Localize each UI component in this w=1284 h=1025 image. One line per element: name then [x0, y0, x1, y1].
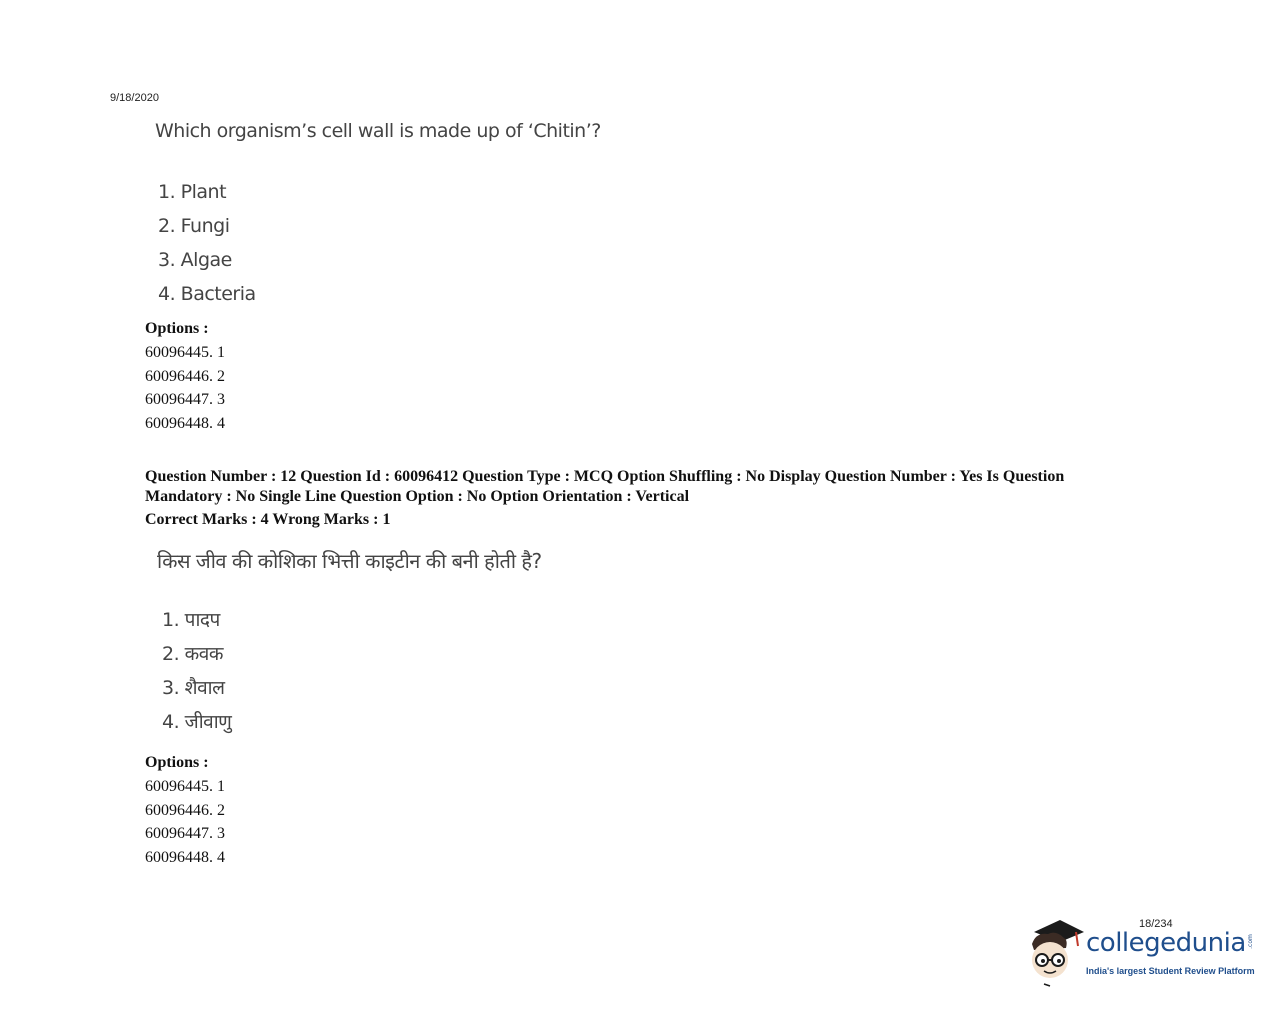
option-id-row: 60096448. 4: [145, 414, 225, 432]
choice-item: 4. Bacteria: [158, 283, 256, 305]
options-label: Options :: [145, 320, 209, 337]
option-id-row: 60096447. 3: [145, 391, 225, 409]
choice-item: 3. Algae: [158, 249, 232, 271]
page-number: 18/234: [1139, 918, 1173, 930]
options-block: [145, 751, 225, 869]
print-date: 9/18/2020: [110, 92, 159, 104]
brand-name: collegedunia: [1086, 928, 1246, 958]
choice-list-hindi: [162, 603, 231, 739]
option-id-row: 60096445. 1: [145, 344, 225, 361]
option-id-row: 60096448. 4: [145, 848, 225, 866]
brand-suffix: .com: [1246, 934, 1254, 949]
choice-item: 2. Fungi: [158, 215, 230, 237]
option-id-row: 60096446. 2: [145, 801, 225, 819]
question-metadata: [145, 467, 1145, 530]
question-text-hindi: किस जीव की कोशिका भित्ती काइटीन की बनी होती है?: [157, 549, 542, 573]
marks-line: Correct Marks : 4 Wrong Marks : 1: [145, 511, 391, 528]
mascot-icon: [1026, 918, 1086, 988]
choice-list-english: [158, 175, 256, 311]
options-label: Options :: [145, 754, 209, 771]
choice-item: 4. जीवाणु: [162, 711, 232, 733]
option-id-row: 60096445. 1: [145, 778, 225, 795]
choice-item: 1. Plant: [158, 181, 227, 203]
choice-item: 3. शैवाल: [162, 677, 225, 699]
choice-item: 2. कवक: [162, 643, 223, 665]
question-text-english: Which organism’s cell wall is made up of ‘Chitin’?: [155, 120, 601, 142]
brand-tagline: India's largest Student Review Platform: [1086, 966, 1255, 976]
option-id-row: 60096447. 3: [145, 825, 225, 843]
question-meta-line: Question Number : 12 Question Id : 60096412 Question Type : MCQ Option Shuffling : No Display Question Number : Yes Is Question Mandatory : No Single Line Question Option : No Option Orientation : Vertical: [145, 468, 1065, 505]
collegedunia-logo: [1026, 918, 1256, 988]
choice-item: 1. पादप: [162, 609, 220, 631]
options-block: [145, 317, 225, 435]
option-id-row: 60096446. 2: [145, 367, 225, 385]
